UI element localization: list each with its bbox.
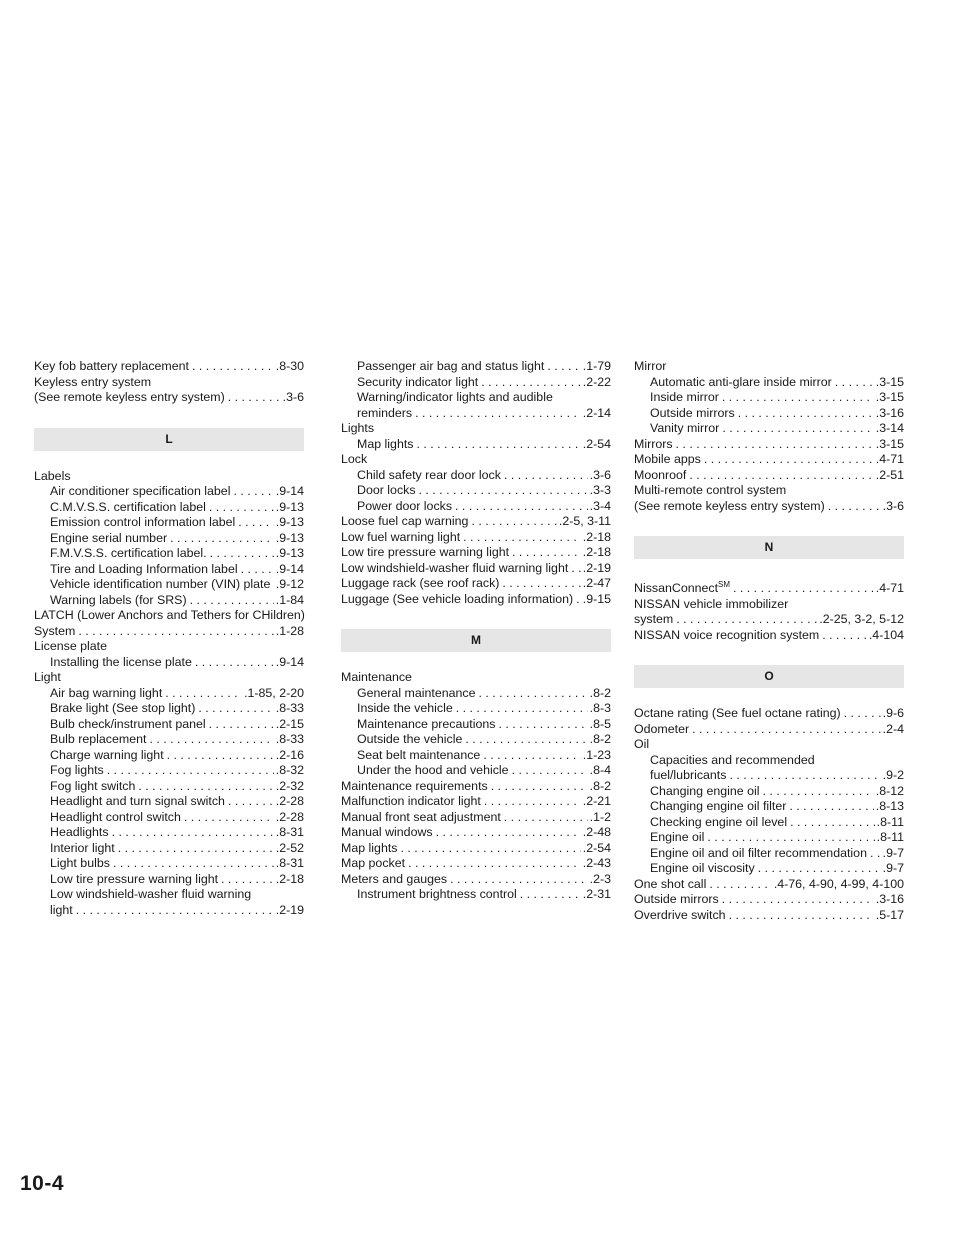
index-entry[interactable]: Warning labels (for SRS) . . . .1-84 — [34, 593, 304, 609]
index-entry[interactable]: NISSAN voice recognition system . . . .4-104 — [634, 628, 904, 644]
index-entry[interactable]: Map pocket . . . .2-43 — [341, 856, 611, 872]
index-entry[interactable]: Power door locks . . . .3-4 — [341, 499, 611, 515]
index-entry[interactable]: Engine serial number . . . .9-13 — [34, 531, 304, 547]
index-entry[interactable]: Passenger air bag and status light . . . .1-79 — [341, 359, 611, 375]
index-entry[interactable]: Headlight control switch . . . .2-28 — [34, 810, 304, 826]
index-entry[interactable]: Instrument brightness control . . . .2-31 — [341, 887, 611, 903]
index-entry[interactable]: Door locks . . . .3-3 — [341, 483, 611, 499]
index-entry[interactable]: Headlights . . . .8-31 — [34, 825, 304, 841]
index-entry-nissanconnect[interactable]: NissanConnect℠ . . . .4-71 — [634, 577, 904, 597]
index-heading-oil: Oil — [634, 737, 650, 752]
index-column-3 — [634, 359, 904, 923]
index-entry[interactable]: Maintenance requirements . . . .8-2 — [341, 779, 611, 795]
index-entry[interactable]: (See remote keyless entry system) . . . .3-6 — [34, 390, 304, 406]
index-entry[interactable]: Changing engine oil filter . . . .8-13 — [634, 799, 904, 815]
index-entry[interactable]: Interior light . . . .2-52 — [34, 841, 304, 857]
index-entry-label: NISSAN vehicle immobilizer — [634, 596, 789, 611]
section-header-O: O — [634, 665, 904, 688]
index-entry[interactable]: Key fob battery replacement . . . .8-30 — [34, 359, 304, 375]
index-column-1 — [34, 359, 304, 918]
index-entry[interactable]: fuel/lubricants . . . .9-2 — [634, 768, 904, 784]
index-heading-mirror: Mirror — [634, 359, 667, 373]
index-entry[interactable]: Loose fuel cap warning . . . .2-5, 3-11 — [341, 514, 611, 530]
index-entry-label: Multi-remote control system — [634, 483, 787, 497]
index-entry[interactable]: General maintenance . . . .8-2 — [341, 686, 611, 702]
index-entry[interactable]: (See remote keyless entry system) . . . .3-6 — [634, 499, 904, 515]
index-entry[interactable]: Automatic anti-glare inside mirror . . . .3-15 — [634, 375, 904, 391]
index-entry[interactable]: Octane rating (See fuel octane rating) . . . .9-6 — [634, 706, 904, 722]
section-header-L: L — [34, 428, 304, 451]
index-entry[interactable]: Fog light switch . . . .2-32 — [34, 779, 304, 795]
index-heading-lights: Lights — [341, 421, 375, 435]
index-entry[interactable]: Air bag warning light . . . .1-85, 2-20 — [34, 686, 304, 702]
index-entry-label: LATCH (Lower Anchors and Tethers for CHildren) — [34, 608, 305, 622]
index-entry[interactable]: Engine oil . . . .8-11 — [634, 830, 904, 846]
index-entry[interactable]: Map lights . . . .2-54 — [341, 437, 611, 453]
index-entry[interactable]: Mobile apps . . . .4-71 — [634, 452, 904, 468]
index-entry[interactable]: Brake light (See stop light) . . . .8-33 — [34, 701, 304, 717]
index-entry[interactable]: Malfunction indicator light . . . .2-21 — [341, 794, 611, 810]
index-entry[interactable]: Odometer . . . .2-4 — [634, 722, 904, 738]
index-entry[interactable]: Luggage rack (see roof rack) . . . .2-47 — [341, 576, 611, 592]
index-entry[interactable]: light . . . .2-19 — [34, 903, 304, 919]
index-entry-label: Keyless entry system — [34, 374, 152, 389]
index-entry[interactable]: Low tire pressure warning light . . . .2-18 — [341, 545, 611, 561]
index-entry[interactable]: Maintenance precautions . . . .8-5 — [341, 717, 611, 733]
index-entry[interactable]: Map lights . . . .2-54 — [341, 841, 611, 857]
index-entry-label: Low windshield-washer fluid warning — [50, 887, 252, 901]
index-entry[interactable]: C.M.V.S.S. certification label . . . .9-13 — [34, 500, 304, 516]
index-entry[interactable]: Bulb replacement . . . .8-33 — [34, 732, 304, 748]
index-entry[interactable]: Overdrive switch . . . .5-17 — [634, 908, 904, 924]
index-entry[interactable]: Meters and gauges . . . .2-3 — [341, 872, 611, 888]
index-entry[interactable]: Inside the vehicle . . . .8-3 — [341, 701, 611, 717]
index-entry[interactable]: Seat belt maintenance . . . .1-23 — [341, 748, 611, 764]
index-entry[interactable]: system . . . .2-25, 3-2, 5-12 — [634, 612, 904, 628]
index-entry[interactable]: Security indicator light . . . .2-22 — [341, 375, 611, 391]
index-entry[interactable]: System . . . .1-28 — [34, 624, 304, 640]
index-entry[interactable]: Outside mirrors . . . .3-16 — [634, 892, 904, 908]
index-entry[interactable]: Inside mirror . . . .3-15 — [634, 390, 904, 406]
index-entry[interactable]: Child safety rear door lock . . . .3-6 — [341, 468, 611, 484]
index-entry[interactable]: Fog lights . . . .8-32 — [34, 763, 304, 779]
index-entry[interactable]: Headlight and turn signal switch . . . .2-28 — [34, 794, 304, 810]
index-entry[interactable]: Low fuel warning light . . . .2-18 — [341, 530, 611, 546]
index-entry[interactable]: One shot call . . . .4-76, 4-90, 4-99, 4-100 — [634, 877, 904, 893]
index-entry[interactable]: Installing the license plate . . . .9-14 — [34, 655, 304, 671]
index-entry[interactable]: Bulb check/instrument panel . . . .2-15 — [34, 717, 304, 733]
index-entry[interactable]: Vanity mirror . . . .3-14 — [634, 421, 904, 437]
index-entry[interactable]: Air conditioner specification label . . . .9-14 — [34, 484, 304, 500]
index-entry[interactable]: Moonroof . . . .2-51 — [634, 468, 904, 484]
index-entry[interactable]: F.M.V.S.S. certification label. . . . .9-13 — [34, 546, 304, 562]
index-entry[interactable]: Checking engine oil level . . . .8-11 — [634, 815, 904, 831]
index-heading-license-plate: License plate — [34, 639, 108, 653]
index-entry[interactable]: Vehicle identification number (VIN) plate . . . .9-12 — [34, 577, 304, 593]
index-entry[interactable]: reminders . . . .2-14 — [341, 406, 611, 422]
index-entry[interactable]: Mirrors . . . .3-15 — [634, 437, 904, 453]
index-entry[interactable]: Outside the vehicle . . . .8-2 — [341, 732, 611, 748]
index-entry[interactable]: Tire and Loading Information label . . . .9-14 — [34, 562, 304, 578]
index-entry[interactable]: Emission control information label . . . .9-13 — [34, 515, 304, 531]
index-entry[interactable]: Outside mirrors . . . .3-16 — [634, 406, 904, 422]
index-entry[interactable]: Under the hood and vehicle . . . .8-4 — [341, 763, 611, 779]
index-entry[interactable]: Engine oil and oil filter recommendation . . . .9-7 — [634, 846, 904, 862]
service-mark: SM — [718, 580, 731, 589]
index-entry[interactable]: Low windshield-washer fluid warning light . . . .2-19 — [341, 561, 611, 577]
section-header-M: M — [341, 629, 611, 652]
index-entry[interactable]: Manual windows . . . .2-48 — [341, 825, 611, 841]
index-entry-label: Capacities and recommended — [650, 752, 815, 767]
index-column-2 — [341, 359, 611, 903]
index-entry[interactable]: Manual front seat adjustment . . . .1-2 — [341, 810, 611, 826]
index-heading-maintenance: Maintenance — [341, 670, 412, 684]
index-entry-label: Warning/indicator lights and audible — [357, 390, 553, 404]
index-entry[interactable]: Luggage (See vehicle loading information) . . . .9-15 — [341, 592, 611, 608]
index-entry[interactable]: Light bulbs . . . .8-31 — [34, 856, 304, 872]
index-heading-light: Light — [34, 670, 61, 684]
index-heading-labels: Labels — [34, 468, 71, 483]
index-entry[interactable]: Engine oil viscosity . . . .9-7 — [634, 861, 904, 877]
page-number: 10-4 — [20, 1172, 65, 1195]
index-entry[interactable]: Low tire pressure warning light . . . .2-18 — [34, 872, 304, 888]
index-entry[interactable]: Charge warning light . . . .2-16 — [34, 748, 304, 764]
index-entry[interactable]: Changing engine oil . . . .8-12 — [634, 784, 904, 800]
index-heading-lock: Lock — [341, 452, 368, 466]
section-header-N: N — [634, 536, 904, 559]
